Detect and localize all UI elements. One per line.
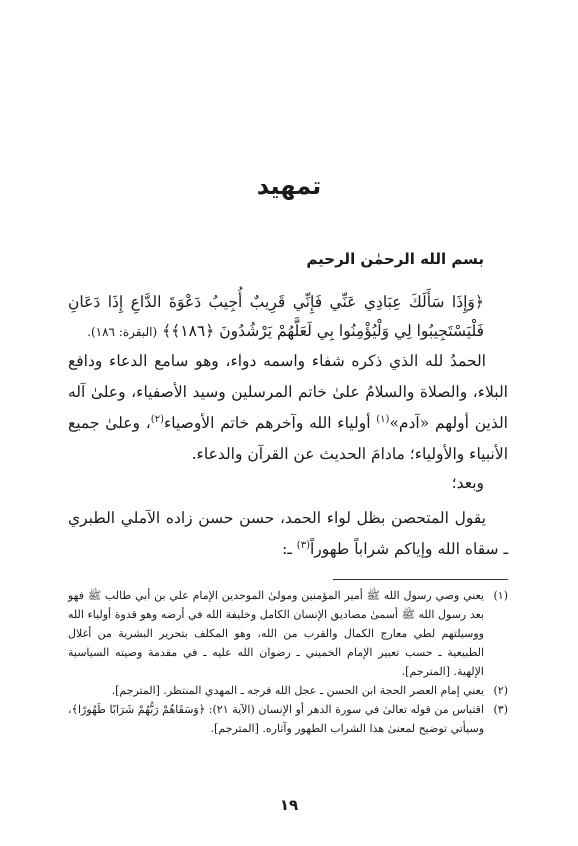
footnote-number: (١) [493, 589, 508, 602]
footnote-number: (٣) [493, 703, 508, 716]
paragraph-transition: وبعد؛ [451, 474, 484, 492]
footnote-number: (٢) [493, 684, 508, 697]
paragraph-text: يقول المتحصن بظل لواء الحمد، حسن حسن زاده الآملي الطبري ـ سقاه الله وإياكم شراباً طهوراً [68, 509, 508, 558]
paragraph-author [68, 503, 508, 565]
footnote-text: يعني إمام العصر الحجة ابن الحسن ـ عجل الله فرجه ـ المهدي المنتظر. [المترجم]. [111, 684, 484, 697]
footnote-text: يعني وصي رسول الله ﷺ أمير المؤمنين ومولىٰ الموحدين الإمام علي بن أبي طالب ﷺ فهو بعد رسول الله ﷺ أسمىٰ مصاديق الإنسان الكامل وخليفة الله في أرضه وهو قدوة أولياء الله ووسيلتهم لطي معارج الكمال والقرب من الله، وهو المكلف بتحرير البشرية من أغلال الطبيعية ـ حسب تعبير الإمام الخميني ـ رضوان الله عليه ـ في مقدمة وصيته السياسية الإلهية. [المترجم]. [68, 589, 484, 678]
page-number: ١٩ [279, 796, 299, 814]
footnotes [68, 586, 508, 738]
paragraph-praise [68, 346, 508, 470]
footnote-2 [68, 681, 508, 700]
paragraph-text: ، وعلىٰ جميع الأنبياء والأولياء؛ مادامَ الحديث عن القرآن والدعاء. [68, 414, 508, 463]
verse-reference: (البقرة: ١٨٦). [87, 325, 158, 339]
paragraph-text: أولياء الله وآخرهم خاتم الأوصياء [163, 414, 377, 432]
paragraph-text: ـ: [282, 540, 297, 558]
basmala: بسم الله الرحمٰن الرحيم [306, 250, 484, 268]
footnote-ref: (١) [376, 413, 390, 425]
chapter-title: تمهيد [256, 172, 322, 200]
footnote-1 [68, 586, 508, 681]
verse-text: ﴿وَإِذَا سَأَلَكَ عِبَادِي عَنِّي فَإِنِّي قَرِيبٌ أُجِيبُ دَعْوَةَ الدَّاعِ إِذَا دَعَانِ فَلْيَسْتَجِيبُوا لِي وَلْيُؤْمِنُوا بِي لَعَلَّهُمْ يَرْشُدُونَ ﴿١٨٦﴾﴾ [68, 293, 484, 340]
paragraph-text: الحمدُ لله الذي ذكره شفاء واسمه دواء، وهو سامع الدعاء ودافع البلاء، والصلاة والسلامُ علىٰ خاتم المرسلين وسيد الأصفياء، وعلىٰ آله الذين أولهم «آدم» [68, 352, 508, 432]
footnote-divider [333, 579, 508, 580]
footnote-ref: (٢) [150, 413, 164, 425]
footnote-ref: (٣) [296, 539, 310, 551]
footnote-3 [68, 700, 508, 738]
footnote-text: اقتباس من قوله تعالىٰ في سورة الدهر أو الإنسان (الآية ٢١): ﴿وَسَقَاهُمْ رَبُّهُمْ شَرَابًا طَهُورًا﴾، وسيأتي توضيح لمعنىٰ هذا الشراب الطهور وآثاره. [المترجم]. [68, 703, 484, 735]
quran-verse [68, 288, 484, 347]
